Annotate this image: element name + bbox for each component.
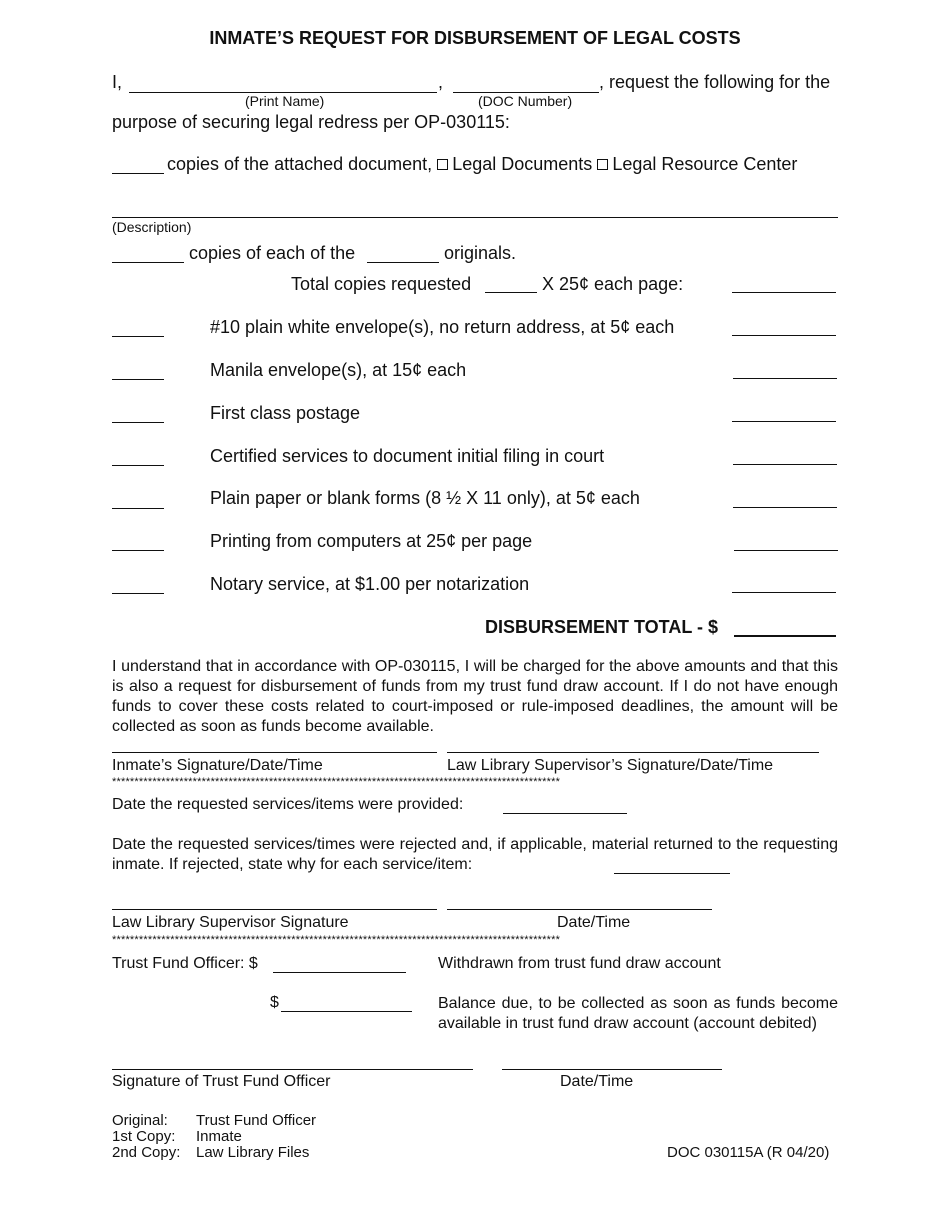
supervisor-date-label: Date/Time — [557, 914, 631, 931]
item-amount-field[interactable] — [732, 421, 836, 422]
officer-date-line[interactable] — [502, 1069, 722, 1070]
item-amount-field[interactable] — [734, 550, 838, 551]
item-amount-field[interactable] — [732, 335, 836, 336]
form-title: INMATE’S REQUEST FOR DISBURSEMENT OF LEGAL COSTS — [209, 28, 741, 48]
agreement-text: I understand that in accordance with OP-030115, I will be charged for the above amounts and that this is also a request for disbursement of funds from my trust fund draw account. If I do not have enough funds to cover these costs related to court-imposed or rule-imposed deadlines, the amount will be collected as soon as funds become available. — [112, 658, 838, 735]
copies-text: copies of the attached document, Legal Documents Legal Resource Center — [167, 154, 798, 174]
rejected-text: Date the requested services/times were rejected and, if applicable, material returned to the requesting inmate. If rejected, state why for each service/item: — [112, 836, 838, 873]
item-label: Notary service, at $1.00 per notarization — [210, 574, 530, 594]
item-qty-field[interactable] — [112, 465, 164, 466]
rejected-reason-field[interactable] — [614, 873, 730, 874]
separator-stars: **************************************************************************************************** — [112, 777, 561, 788]
separator-stars: **************************************************************************************************** — [112, 935, 561, 946]
inmate-signature-label: Inmate’s Signature/Date/Time — [112, 757, 323, 774]
withdrawn-label: Withdrawn from trust fund draw account — [438, 955, 721, 972]
item-qty-field[interactable] — [112, 550, 164, 551]
legal-resource-center-checkbox[interactable] — [597, 159, 608, 170]
header-comma: , — [438, 72, 444, 92]
doc-number-label: (DOC Number) — [478, 93, 573, 109]
balance-amount-field[interactable] — [281, 1011, 412, 1012]
total-copies-field[interactable] — [485, 292, 537, 293]
distribution-recipient: Trust Fund Officer — [196, 1112, 317, 1129]
legal-documents-checkbox[interactable] — [437, 159, 448, 170]
header-prefix: I, — [112, 72, 123, 92]
officer-signature-label: Signature of Trust Fund Officer — [112, 1073, 331, 1090]
withdrawn-amount-field[interactable] — [273, 972, 406, 973]
supervisor-signature-label: Law Library Supervisor’s Signature/Date/Time — [447, 757, 774, 774]
item-label: #10 plain white envelope(s), no return address, at 5¢ each — [210, 317, 675, 337]
distribution-recipient: Law Library Files — [196, 1144, 310, 1161]
header-suffix: , request the following for the — [599, 72, 831, 92]
supervisor-date-line[interactable] — [447, 909, 712, 910]
distribution-recipient: Inmate — [196, 1128, 242, 1145]
print-name-label: (Print Name) — [245, 93, 325, 109]
item-label: Plain paper or blank forms (8 ½ X 11 only), at 5¢ each — [210, 488, 640, 508]
originals-count-field[interactable] — [367, 262, 439, 263]
supervisor-signature-line-2[interactable] — [112, 909, 437, 910]
item-qty-field[interactable] — [112, 379, 164, 380]
provided-date-label: Date the requested services/items were provided: — [112, 796, 464, 813]
item-label: First class postage — [210, 403, 361, 423]
officer-signature-line[interactable] — [112, 1069, 473, 1070]
form-number: DOC 030115A (R 04/20) — [667, 1144, 830, 1161]
officer-date-label: Date/Time — [560, 1073, 634, 1090]
copies-each-text2: originals. — [444, 243, 517, 263]
total-copies-amount-field[interactable] — [732, 292, 836, 293]
disbursement-total-label: DISBURSEMENT TOTAL - $ — [485, 617, 719, 637]
description-label: (Description) — [112, 219, 192, 235]
copies-each-text1: copies of each of the — [189, 243, 356, 263]
legal-documents-label: Legal Documents — [452, 154, 593, 174]
distribution-copy: Original: — [112, 1112, 168, 1129]
balance-text: Balance due, to be collected as soon as funds become available in trust fund draw account (account debited) — [438, 995, 838, 1032]
balance-dollar-sign: $ — [270, 994, 279, 1011]
disbursement-total-field[interactable] — [734, 635, 836, 637]
copies-each-field[interactable] — [112, 262, 184, 263]
item-qty-field[interactable] — [112, 336, 164, 337]
item-qty-field[interactable] — [112, 422, 164, 423]
copies-count-field[interactable] — [112, 173, 164, 174]
item-label: Certified services to document initial filing in court — [210, 446, 605, 466]
item-label: Manila envelope(s), at 15¢ each — [210, 360, 467, 380]
item-qty-field[interactable] — [112, 593, 164, 594]
description-field[interactable] — [112, 217, 838, 218]
trust-fund-officer-label: Trust Fund Officer: $ — [112, 955, 258, 972]
item-label: Printing from computers at 25¢ per page — [210, 531, 533, 551]
total-copies-text2: X 25¢ each page: — [542, 274, 684, 294]
item-qty-field[interactable] — [112, 508, 164, 509]
legal-resource-center-label: Legal Resource Center — [612, 154, 798, 174]
provided-date-field[interactable] — [503, 813, 627, 814]
item-amount-field[interactable] — [733, 378, 837, 379]
item-amount-field[interactable] — [733, 507, 837, 508]
distribution-copy: 1st Copy: — [112, 1128, 176, 1145]
inmate-signature-line[interactable] — [112, 752, 437, 753]
header-line2: purpose of securing legal redress per OP-030115: — [112, 112, 510, 132]
item-amount-field[interactable] — [733, 464, 837, 465]
distribution-copy: 2nd Copy: — [112, 1144, 181, 1161]
total-copies-text1: Total copies requested — [291, 274, 472, 294]
supervisor-signature-line[interactable] — [447, 752, 819, 753]
supervisor-signature-label-2: Law Library Supervisor Signature — [112, 914, 349, 931]
item-amount-field[interactable] — [732, 592, 836, 593]
